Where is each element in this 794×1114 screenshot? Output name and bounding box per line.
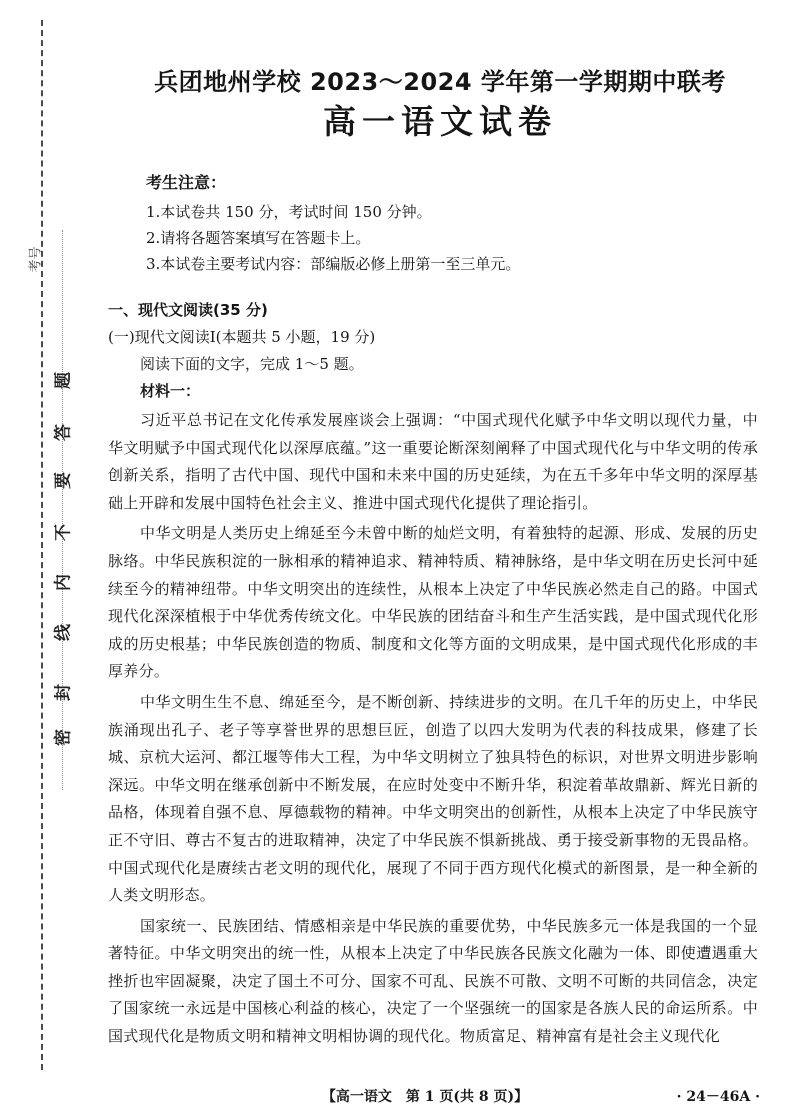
page-footer-info: 【高一语文 第 1 页(共 8 页)】	[321, 1089, 529, 1105]
notice-heading: 考生注意：	[146, 173, 227, 192]
paragraph: 中华文明是人类历史上绵延至今未曾中断的灿烂文明，有着独特的起源、形成、发展的历史脉络。中华民族积淀的一脉相承的精神追求、精神特质、精神脉络，是中华文明在历史长河中延续至今的精神纽带。中华文明突出的连续性，从根本上决定了中华民族必然走自己的路。中国式现代化深深植根于中华优秀传统文化。中华民族的团结奋斗和生产生活实践，是中国式现代化形成的历史根基；中华民族创造的物质、制度和文化等方面的文明成果，是中国式现代化形成的丰厚养分。	[108, 524, 758, 681]
material-label: 材料一：	[140, 382, 201, 400]
notice-item: 1.本试卷共 150 分，考试时间 150 分钟。	[146, 203, 432, 221]
seal-dashed-line	[41, 20, 43, 1070]
paper-title: 高一语文试卷	[323, 102, 557, 141]
seal-dotted-line	[62, 230, 63, 790]
seal-char: 要	[53, 472, 74, 489]
notice-item: 2.请将各题答案填写在答题卡上。	[146, 229, 371, 247]
page-footer-code: · 24－46A ·	[676, 1089, 760, 1105]
paragraph: 中华文明生生不息、绵延至今，是不断创新、持续进步的文明。在几千年的历史上，中华民族涌现出孔子、老子等享誉世界的思想巨匠，创造了以四大发明为代表的科技成果，修建了长城、京杭大运河、都江堰等伟大工程，为中华文明树立了独具特色的标识，对世界文明进步影响深远。中华文明在继承创新中不断发展，在应时处变中不断升华，积淀着革故鼎新、辉光日新的品格，体现着自强不息、厚德载物的精神。中华文明突出的创新性，从根本上决定了中华民族守正不守旧、尊古不复古的进取精神，决定了中华民族不惧新挑战、勇于接受新事物的无畏品格。中国式现代化是赓续古老文明的现代化，展现了不同于西方现代化模式的新图景，是一种全新的人类文明形态。	[108, 692, 758, 905]
exam-title: 兵团地州学校 2023～2024 学年第一学期期中联考	[154, 68, 726, 96]
seal-char: 封	[53, 684, 74, 701]
binding-margin	[0, 0, 100, 1114]
exam-notice	[146, 170, 706, 277]
paragraph: 国家统一、民族团结、情感相亲是中华民族的重要优势，中华民族多元一体是我国的一个显著特征。中华文明突出的统一性，从根本上决定了中华民族各民族文化融为一体、即使遭遇重大挫折也牢固凝聚，决定了国土不可分、国家不可乱、民族不可散、文明不可断的共同信念，决定了国家统一永远是中国核心利益的核心，决定了一个坚强统一的国家是各族人民的命运所系。中国式现代化是物质文明和精神文明相协调的现代化。物质富足、精神富有是社会主义现代化	[108, 916, 758, 1046]
reading-section	[108, 296, 758, 1054]
notice-item: 3.本试卷主要考试内容：部编版必修上册第一至三单元。	[146, 255, 521, 273]
seal-char: 答	[53, 424, 74, 441]
subsection-title: (一)现代文阅读Ⅰ(本题共 5 小题，19 分)	[108, 328, 376, 346]
seal-char: 题	[53, 372, 74, 389]
kaohao-label: 考号	[28, 246, 44, 273]
paragraph: 习近平总书记在文化传承发展座谈会上强调：“中国式现代化赋予中华文明以现代力量，中华文明赋予中国式现代化以深厚底蕴。”这一重要论断深刻阐释了中国式现代化与中华文明的传承创新关系，指明了古代中国、现代中国和未来中国的历史延续，为在五千多年中华文明的深厚基础上开辟和发展中国特色社会主义、推进中国式现代化提供了理论指引。	[108, 411, 758, 512]
seal-char: 线	[53, 624, 74, 641]
seal-char: 密	[53, 729, 74, 746]
seal-char: 不	[53, 524, 74, 541]
section-title: 一、现代文阅读(35 分)	[108, 301, 268, 319]
seal-char: 内	[53, 574, 74, 591]
reading-instruction: 阅读下面的文字，完成 1～5 题。	[140, 355, 364, 373]
